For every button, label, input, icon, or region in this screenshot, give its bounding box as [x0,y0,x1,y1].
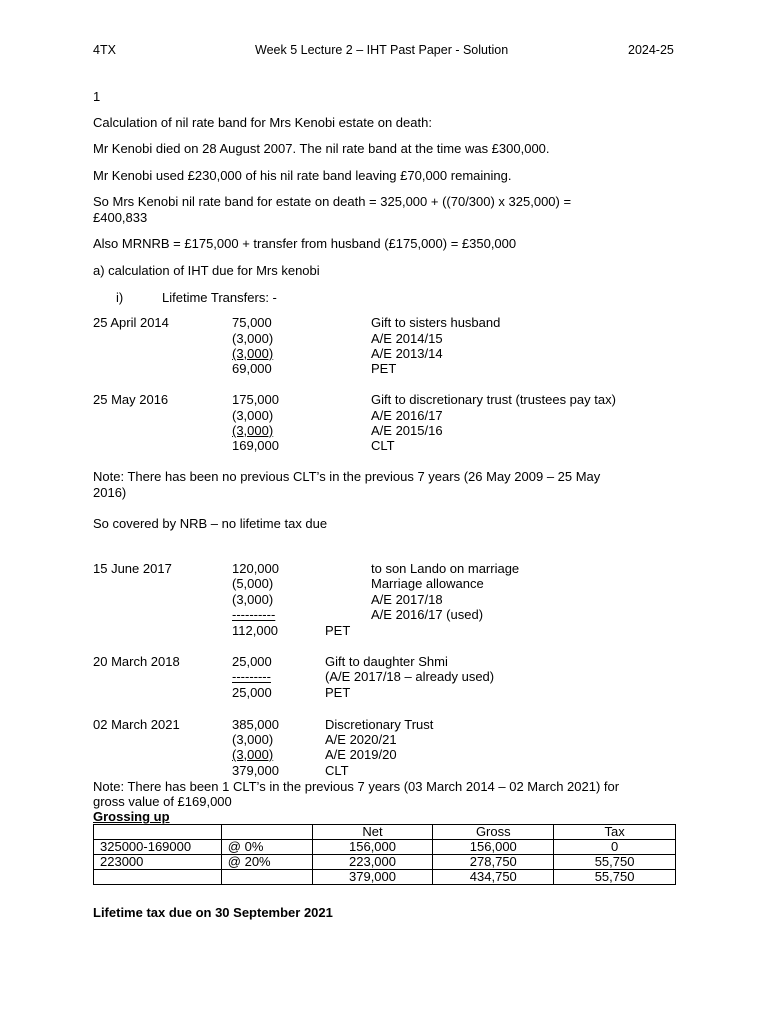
transfer-date: 20 March 2018 [93,654,180,669]
transfer-type: PET [325,623,351,638]
table-cell-band: 223000 [94,855,222,870]
note-previous-clt-line1: Note: There has been 1 CLT’s in the previous 7 years (03 March 2014 – 02 March 2021) for [93,779,620,794]
transfer-amount: 385,000 [232,717,279,732]
transfer-amount: (3,000) [232,346,274,361]
paragraph-nrb-calc-line1: So Mrs Kenobi nil rate band for estate on death = 325,000 + ((70/300) x 325,000) = [93,194,572,209]
question-number: 1 [93,89,101,104]
transfer-description: (A/E 2017/18 – already used) [325,669,495,684]
table-row [94,855,676,870]
table-header-gross: Gross [433,825,554,840]
header-year: 2024-25 [628,43,674,57]
table-cell-band [94,870,222,885]
transfer-description: A/E 2013/14 [371,346,443,361]
transfer-date: 25 May 2016 [93,392,169,407]
transfer-description: A/E 2019/20 [325,747,397,762]
table-cell-tax: 55,750 [554,855,676,870]
transfer-amount-total: 25,000 [232,685,272,700]
table-cell-gross: 156,000 [433,840,554,855]
table-cell-gross: 434,750 [433,870,554,885]
transfer-amount: 175,000 [232,392,279,407]
transfer-rule: --------- [232,669,271,684]
transfer-description: Gift to daughter Shmi [325,654,448,669]
grossing-up-heading: Grossing up [93,809,170,824]
table-total-row [94,870,676,885]
transfer-amount: 120,000 [232,561,279,576]
transfer-description: to son Lando on marriage [371,561,520,576]
table-header-cell [94,825,222,840]
transfer-type: PET [325,685,351,700]
transfer-description: Gift to discretionary trust (trustees pay tax) [371,392,616,407]
transfer-amount-total: 169,000 [232,438,279,453]
transfer-type: PET [371,361,397,376]
paragraph-nrb-used: Mr Kenobi used £230,000 of his nil rate band leaving £70,000 remaining. [93,168,512,183]
note-covered-by-nrb: So covered by NRB – no lifetime tax due [93,516,328,531]
table-cell-rate [221,870,312,885]
transfer-amount-total: 69,000 [232,361,272,376]
table-header-net: Net [312,825,433,840]
transfer-description: A/E 2016/17 (used) [371,607,484,622]
transfer-description: Marriage allowance [371,576,484,591]
paragraph-nrb-heading: Calculation of nil rate band for Mrs Kenobi estate on death: [93,115,432,130]
transfer-amount: (5,000) [232,576,274,591]
transfer-description: A/E 2020/21 [325,732,397,747]
subsection-number: i) [116,290,124,305]
table-cell-net: 223,000 [312,855,433,870]
table-cell-rate: @ 20% [221,855,312,870]
transfer-description: A/E 2014/15 [371,331,443,346]
lifetime-tax-due-heading: Lifetime tax due on 30 September 2021 [93,905,333,920]
transfer-amount: (3,000) [232,408,274,423]
table-cell-net: 156,000 [312,840,433,855]
part-a-heading: a) calculation of IHT due for Mrs kenobi [93,263,320,278]
subsection-lifetime-transfers: Lifetime Transfers: - [162,290,277,305]
transfer-description: A/E 2015/16 [371,423,443,438]
transfer-description: Gift to sisters husband [371,315,501,330]
transfer-amount: (3,000) [232,747,274,762]
paragraph-nrb-calc-line2: £400,833 [93,210,148,225]
transfer-description: A/E 2017/18 [371,592,443,607]
header-course-code: 4TX [93,43,116,57]
table-row [94,840,676,855]
transfer-date: 15 June 2017 [93,561,172,576]
table-header-tax: Tax [554,825,676,840]
note-previous-clt-line2: gross value of £169,000 [93,794,232,809]
transfer-type: CLT [371,438,395,453]
paragraph-mrnrb: Also MRNRB = £175,000 + transfer from husband (£175,000) = £350,000 [93,236,517,251]
table-cell-tax: 0 [554,840,676,855]
transfer-amount-total: 379,000 [232,763,279,778]
transfer-amount: 25,000 [232,654,272,669]
transfer-amount: (3,000) [232,423,274,438]
transfer-description: A/E 2016/17 [371,408,443,423]
table-header-cell [221,825,312,840]
table-cell-band: 325000-169000 [94,840,222,855]
note-no-previous-clt-line2: 2016) [93,485,127,500]
transfer-date: 02 March 2021 [93,717,180,732]
transfer-amount: (3,000) [232,732,274,747]
transfer-rule: ---------- [232,607,276,622]
table-cell-net: 379,000 [312,870,433,885]
transfer-description: Discretionary Trust [325,717,434,732]
table-cell-rate: @ 0% [221,840,312,855]
note-no-previous-clt-line1: Note: There has been no previous CLT’s in the previous 7 years (26 May 2009 – 25 May [93,469,601,484]
transfer-amount: (3,000) [232,592,274,607]
transfer-date: 25 April 2014 [93,315,169,330]
table-cell-tax: 55,750 [554,870,676,885]
table-cell-gross: 278,750 [433,855,554,870]
grossing-up-table [93,824,676,885]
transfer-amount-total: 112,000 [232,623,279,638]
transfer-amount: (3,000) [232,331,274,346]
paragraph-mr-kenobi-death: Mr Kenobi died on 28 August 2007. The nil rate band at the time was £300,000. [93,141,550,156]
table-header-row [94,825,676,840]
transfer-amount: 75,000 [232,315,272,330]
transfer-type: CLT [325,763,349,778]
header-title: Week 5 Lecture 2 – IHT Past Paper - Solution [255,43,509,57]
